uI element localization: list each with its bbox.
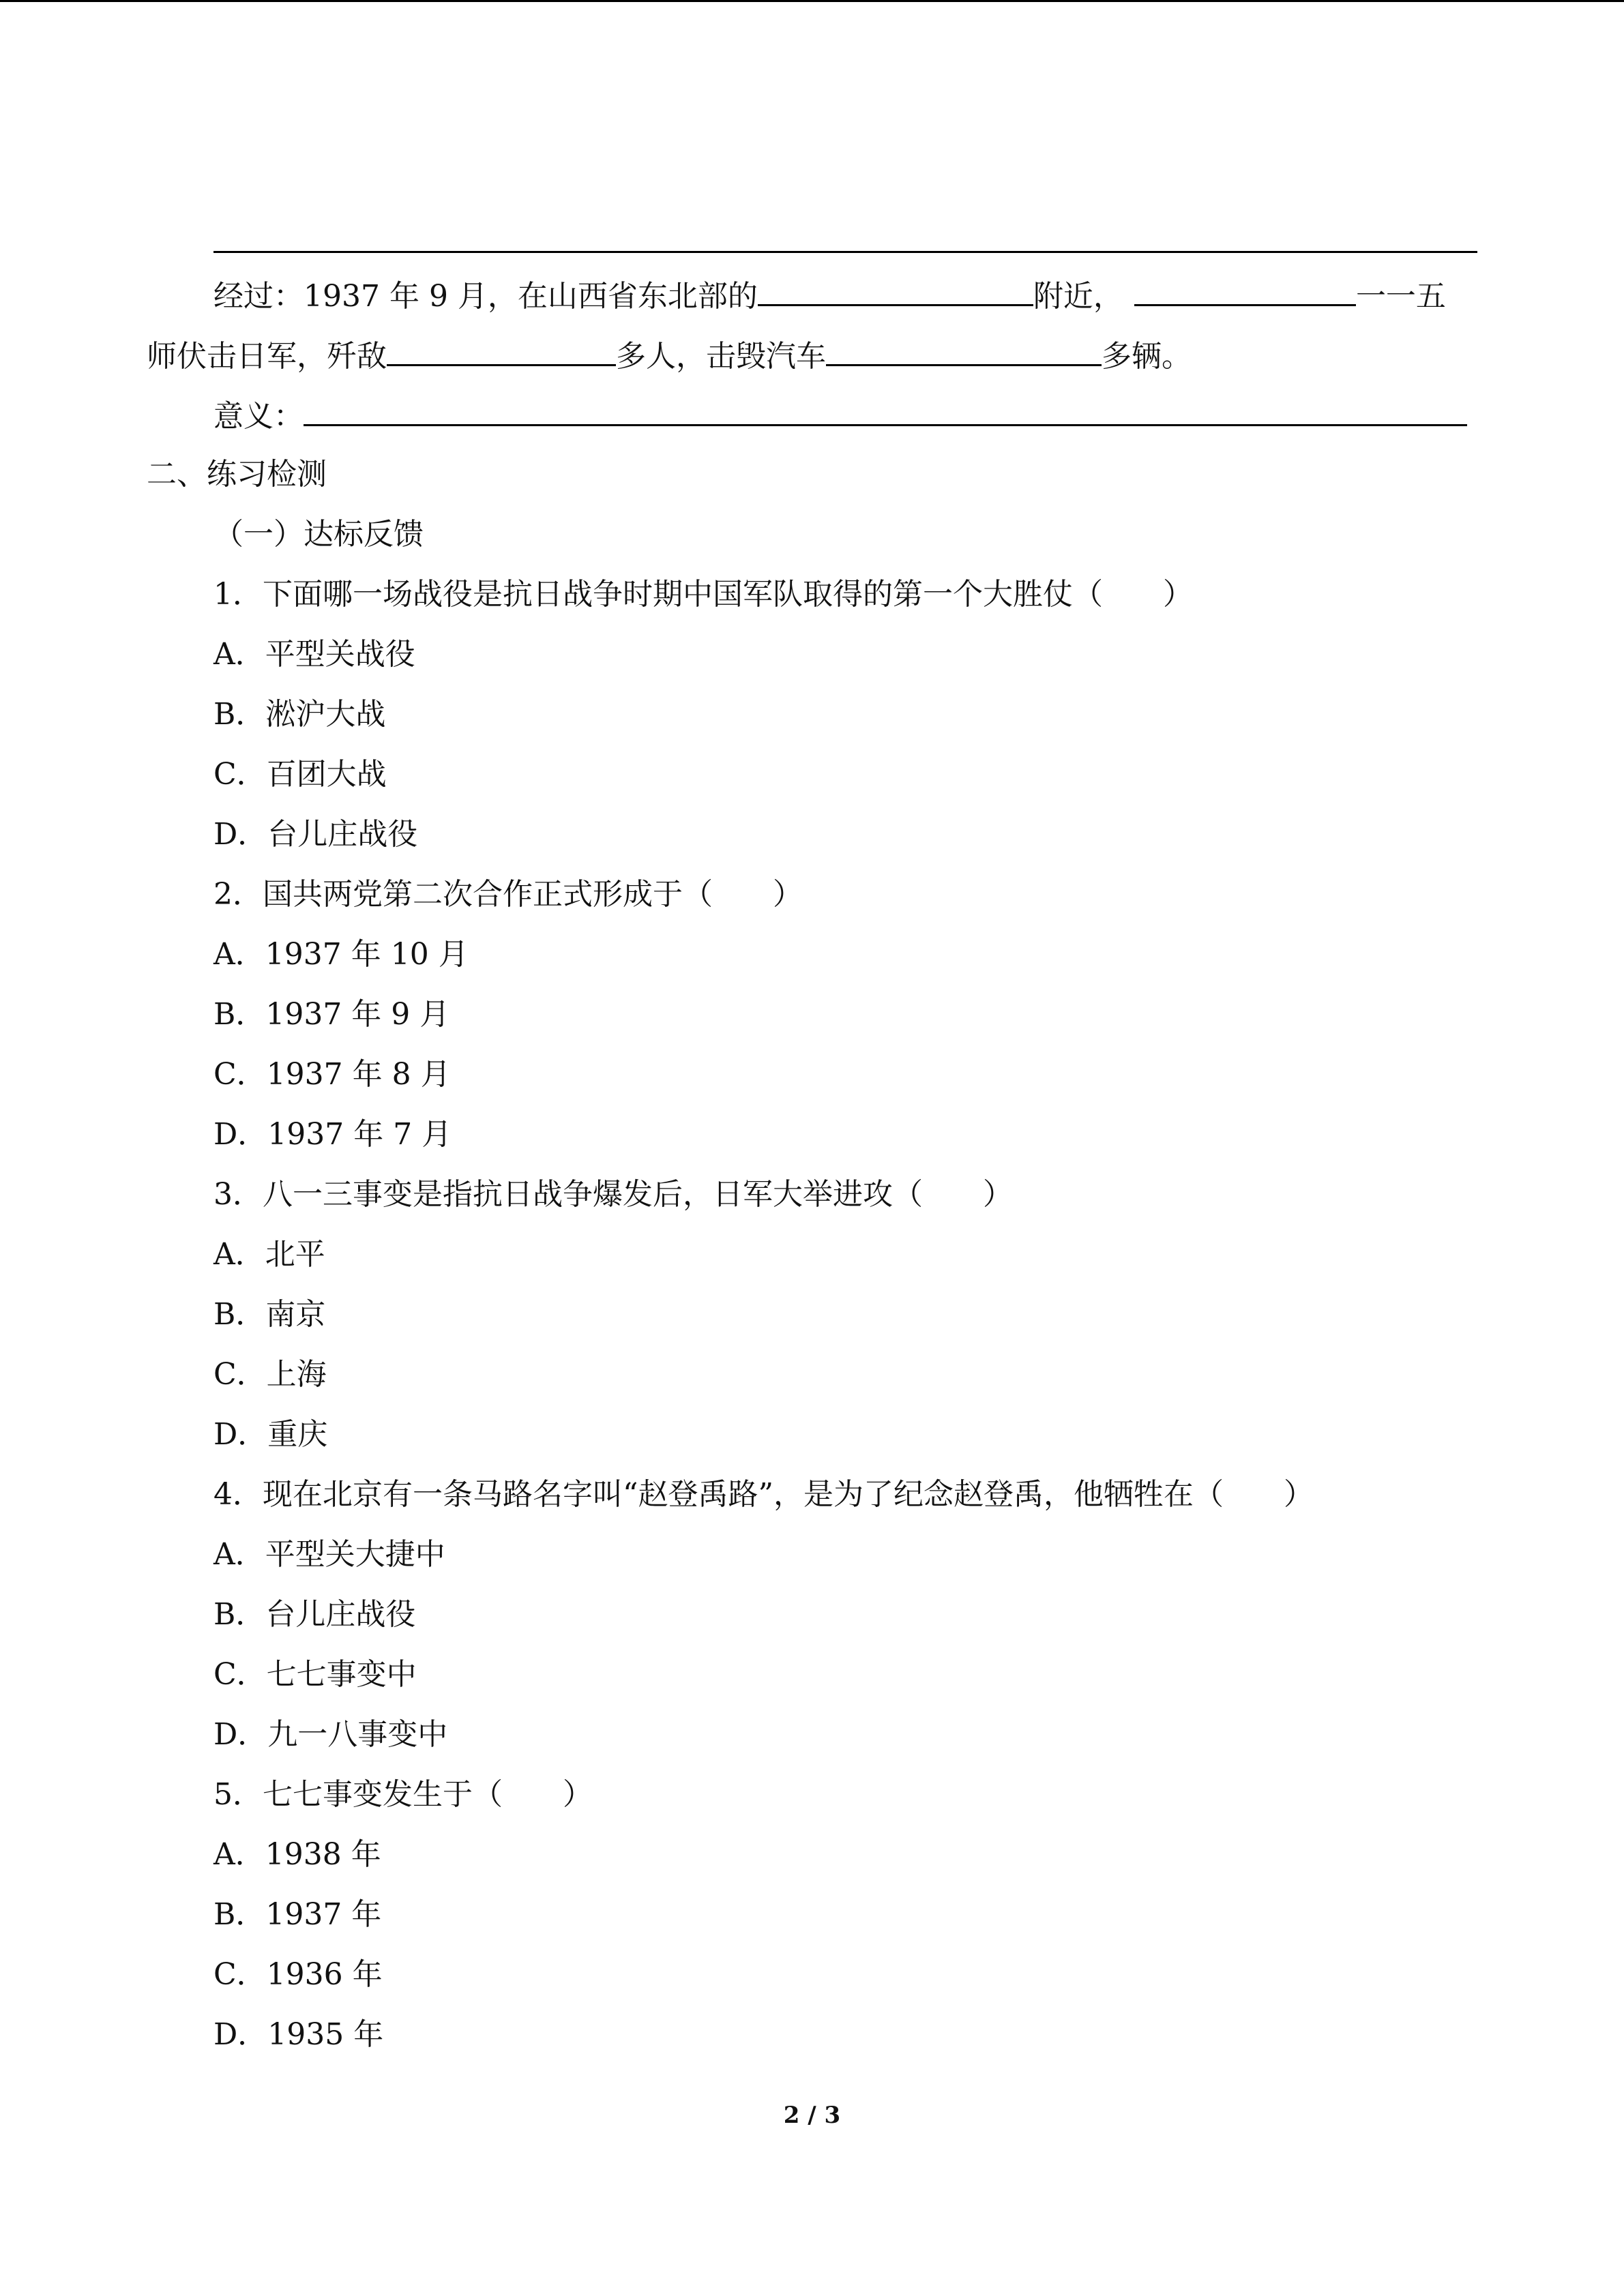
question-4-option-d[interactable]: D．九一八事变中 bbox=[213, 1717, 448, 1752]
question-3-stem: 3．八一三事变是指抗日战争爆发后，日军大举进攻（ ） bbox=[213, 1177, 1013, 1212]
question-1-stem: 1．下面哪一场战役是抗日战争时期中国军队取得的第一个大胜仗（ ） bbox=[213, 577, 1193, 612]
question-3-option-d[interactable]: D．重庆 bbox=[213, 1417, 328, 1452]
fill-in-line-2 bbox=[147, 334, 1192, 377]
question-5-stem: 5．七七事变发生于（ ） bbox=[213, 1777, 593, 1812]
question-4-option-b[interactable]: B．台儿庄战役 bbox=[213, 1597, 416, 1632]
question-1-option-b[interactable]: B．淞沪大战 bbox=[213, 697, 386, 732]
section-title: 二、练习检测 bbox=[147, 457, 327, 492]
blank-enemy-count bbox=[387, 334, 616, 366]
question-4-option-a[interactable]: A．平型关大捷中 bbox=[213, 1537, 445, 1572]
question-5-option-d[interactable]: D．1935 年 bbox=[213, 2017, 384, 2052]
line2-text-3: 多辆。 bbox=[1102, 339, 1192, 374]
question-5-option-b[interactable]: B．1937 年 bbox=[213, 1897, 382, 1932]
question-2-option-c[interactable]: C．1937 年 8 月 bbox=[213, 1057, 451, 1092]
question-1-option-c[interactable]: C．百团大战 bbox=[213, 757, 387, 792]
section-subtitle: （一）达标反馈 bbox=[213, 517, 424, 552]
answer-blank-line bbox=[213, 251, 1477, 253]
question-3-option-a[interactable]: A．北平 bbox=[213, 1237, 325, 1272]
page-number: 2 / 3 bbox=[783, 2102, 841, 2129]
line2-text-2: 多人，击毁汽车 bbox=[616, 339, 826, 374]
question-1-option-d[interactable]: D．台儿庄战役 bbox=[213, 817, 418, 852]
question-3-option-c[interactable]: C．上海 bbox=[213, 1357, 327, 1392]
jingguo-text-3: 一一五 bbox=[1355, 279, 1446, 314]
blank-significance bbox=[304, 394, 1467, 426]
jingguo-label: 经过： bbox=[213, 279, 304, 314]
question-2-option-b[interactable]: B．1937 年 9 月 bbox=[213, 997, 450, 1032]
question-2-option-d[interactable]: D．1937 年 7 月 bbox=[213, 1117, 452, 1152]
blank-commander bbox=[1134, 274, 1356, 306]
line2-text-1: 师伏击日军，歼敌 bbox=[147, 339, 387, 374]
blank-vehicle-count bbox=[826, 334, 1102, 366]
blank-location bbox=[758, 274, 1033, 306]
question-2-option-a[interactable]: A．1937 年 10 月 bbox=[213, 937, 469, 972]
page-top-border bbox=[0, 0, 1624, 2]
fill-in-yiyi-line bbox=[213, 394, 1467, 437]
question-2-stem: 2．国共两党第二次合作正式形成于（ ） bbox=[213, 877, 803, 912]
question-3-option-b[interactable]: B．南京 bbox=[213, 1297, 326, 1332]
question-4-option-c[interactable]: C．七七事变中 bbox=[213, 1657, 417, 1692]
jingguo-text-2: 附近， bbox=[1033, 279, 1123, 314]
question-4-stem: 4．现在北京有一条马路名字叫“赵登禹路”，是为了纪念赵登禹，他牺牲在（ ） bbox=[213, 1477, 1314, 1512]
yiyi-label: 意义： bbox=[213, 399, 304, 434]
fill-in-jingguo-line bbox=[213, 274, 1446, 317]
question-5-option-c[interactable]: C．1936 年 bbox=[213, 1957, 383, 1992]
question-1-option-a[interactable]: A．平型关战役 bbox=[213, 637, 415, 672]
question-5-option-a[interactable]: A．1938 年 bbox=[213, 1837, 381, 1872]
jingguo-text-1: 1937 年 9 月，在山西省东北部的 bbox=[304, 279, 758, 314]
